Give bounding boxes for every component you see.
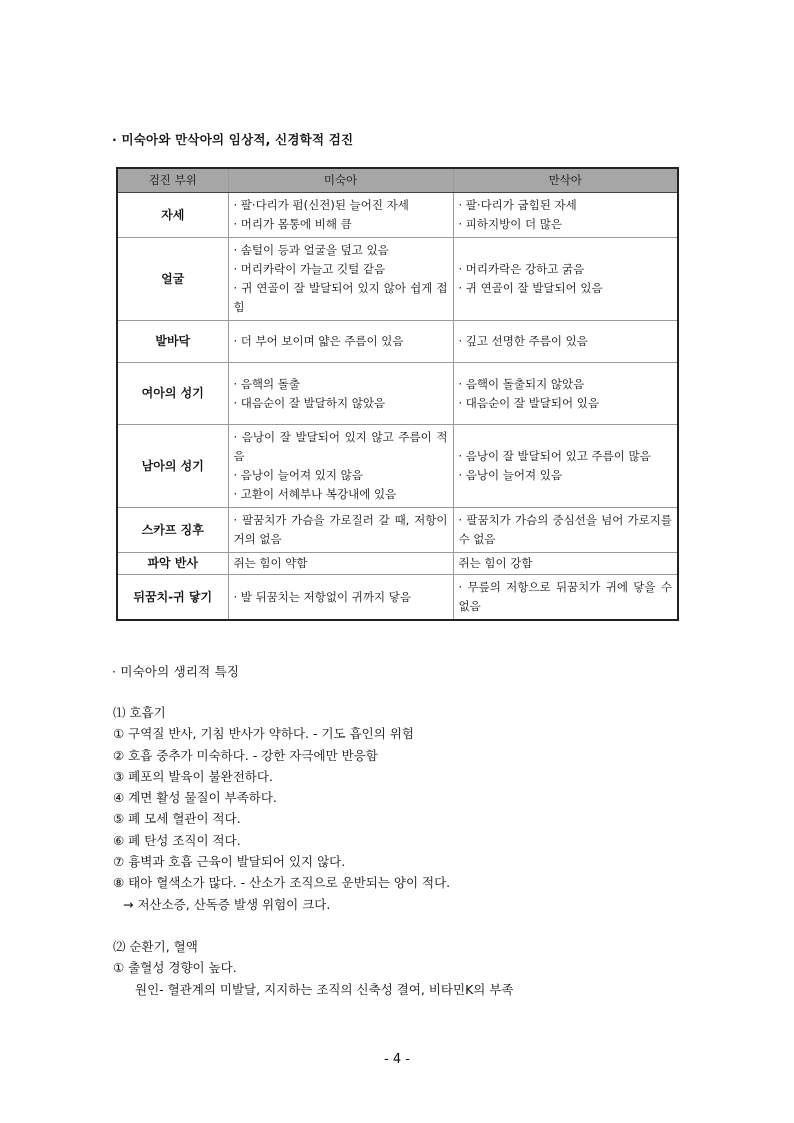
section-title-exam: · 미숙아와 만삭아의 임상적, 신경학적 검진 [112,132,354,147]
respiratory-note: → 저산소증, 산독증 발생 위험이 크다. [123,896,331,912]
cell-line: · 음핵의 돌출 [233,376,301,391]
cell-line: · 대음순이 잘 발달되어 있음 [458,395,599,410]
cell-line: 쥐는 힘이 약함 [233,556,308,570]
list-item: ① 출혈성 경향이 높다. [113,960,237,976]
table-row [117,508,678,553]
row-site: 얼굴 [117,238,228,321]
fullterm-cell [453,553,678,575]
header-site: 검진 부위 [117,168,228,193]
fullterm-cell [453,363,678,425]
page-number: - 4 - [384,1052,410,1067]
premature-cell [228,575,453,621]
row-site: 남아의 성기 [117,425,228,508]
fullterm-cell [453,425,678,508]
row-site: 자세 [117,193,228,238]
exam-comparison-table [116,167,679,621]
cell-line: · 피하지방이 더 많은 [458,217,562,231]
respiratory-heading: ⑴ 호흡기 [113,705,166,720]
fullterm-cell [453,508,678,553]
section-title-physiology: · 미숙아의 생리적 특징 [112,664,240,679]
cell-line: · 대음순이 잘 발달하지 않았음 [233,395,386,410]
header-fullterm: 만삭아 [453,168,678,193]
list-item: ① 구역질 반사, 기침 반사가 약하다. - 기도 흡인의 위험 [113,726,414,742]
cell-line: · 팔·다리가 굽힘된 자세 [458,198,577,212]
cell-line: · 음낭이 잘 발달되어 있고 주름이 많음 [458,449,651,463]
row-site: 뒤꿈치-귀 닿기 [117,575,228,621]
premature-cell [228,321,453,363]
header-premature: 미숙아 [228,168,453,193]
cell-line: · 고환이 서혜부나 복강내에 있음 [233,487,397,501]
fullterm-cell [453,193,678,238]
table-row [117,425,678,508]
fullterm-cell [453,575,678,621]
list-item: ④ 계면 활성 물질이 부족하다. [113,790,277,806]
cell-line: · 머리카락은 강하고 굵음 [458,262,585,276]
premature-cell [228,363,453,425]
premature-cell [228,238,453,321]
table-row [117,238,678,321]
cell-line: · 머리카락이 가늘고 깃털 같음 [233,262,386,276]
cell-line: · 팔·다리가 펌(신전)된 늘어진 자세 [233,198,409,212]
table-row [117,321,678,363]
premature-cell [228,508,453,553]
cell-line: · 팔꿈치가 가슴을 가로질러 갈 때, 저항이 거의 없음 [233,513,448,546]
cell-line: · 음낭이 늘어져 있음 [458,468,562,482]
premature-cell [228,425,453,508]
fullterm-cell [453,321,678,363]
premature-cell [228,553,453,575]
cell-line: · 머리가 몸통에 비해 큼 [233,217,352,231]
table-header-row [117,168,678,193]
table-row [117,193,678,238]
cell-line: · 귀 연골이 잘 발달되어 있지 않아 쉽게 접힘 [233,281,448,314]
list-item: ⑦ 흉벽과 호흡 근육이 발달되어 있지 않다. [113,854,346,870]
table-row [117,553,678,575]
fullterm-cell [453,238,678,321]
list-item: ⑧ 태아 혈색소가 많다. - 산소가 조직으로 운반되는 양이 적다. [113,875,451,891]
row-site: 발바닥 [117,321,228,363]
cell-line: · 발 뒤꿈치는 저항없이 귀까지 닿음 [233,589,411,604]
table-row [117,363,678,425]
premature-cell [228,193,453,238]
list-item: ⑤ 폐 모세 혈관이 적다. [113,811,241,827]
cell-line: · 귀 연골이 잘 발달되어 있음 [458,281,603,295]
cell-line: · 음낭이 잘 발달되어 있지 않고 주름이 적음 [233,430,448,463]
row-site: 여아의 성기 [117,363,228,425]
cell-line: · 음핵이 돌출되지 않았음 [458,376,585,391]
cell-line: 쥐는 힘이 강함 [458,556,533,570]
cell-line: · 더 부어 보이며 얇은 주름이 있음 [233,334,404,348]
list-item: ② 호흡 중추가 미숙하다. - 강한 자극에만 반응함 [113,747,378,763]
physiology-list [113,702,513,1000]
cell-line: · 팔꿈치가 가슴의 중심선을 넘어 가로지를 수 없음 [458,513,672,546]
list-item: ③ 폐포의 발육이 불완전하다. [113,768,273,784]
cell-line: · 무릎의 저항으로 뒤꿈치가 귀에 닿을 수 없음 [458,580,672,613]
cell-line: · 음낭이 늘어져 있지 않음 [233,468,363,482]
cell-line: · 깊고 선명한 주름이 있음 [458,334,588,348]
row-site: 파악 반사 [117,553,228,575]
circulatory-heading: ⑵ 순환기, 혈액 [113,938,198,954]
circulatory-note: 원인- 혈관계의 미발달, 지지하는 조직의 신축성 결여, 비타민K의 부족 [135,981,514,997]
list-item: ⑥ 폐 탄성 조직이 적다. [113,832,241,848]
table-row [117,575,678,621]
cell-line: · 솜털이 등과 얼굴을 덮고 있음 [233,243,389,257]
row-site: 스카프 징후 [117,508,228,553]
